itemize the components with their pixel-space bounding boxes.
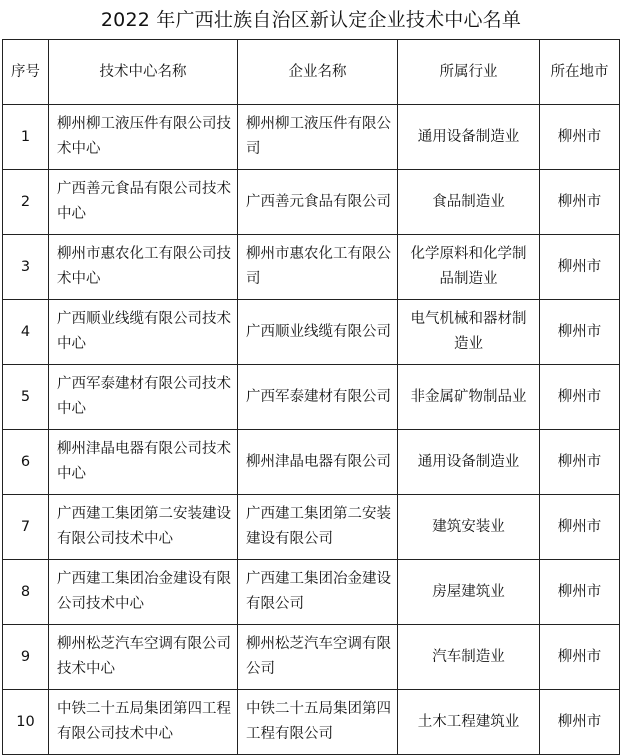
header-city: 所在地市 <box>540 40 620 105</box>
cell-city: 柳州市 <box>540 560 620 625</box>
cell-city: 柳州市 <box>540 170 620 235</box>
cell-city: 柳州市 <box>540 365 620 430</box>
table-row <box>3 300 620 365</box>
cell-company-name: 广西建工集团第二安装建设有限公司 <box>238 495 398 560</box>
cell-industry: 通用设备制造业 <box>398 105 540 170</box>
table-row <box>3 430 620 495</box>
cell-industry: 化学原料和化学制品制造业 <box>398 235 540 300</box>
cell-city: 柳州市 <box>540 690 620 755</box>
cell-center-name: 广西军泰建材有限公司技术中心 <box>49 365 238 430</box>
cell-company-name: 广西顺业线缆有限公司 <box>238 300 398 365</box>
cell-company-name: 柳州津晶电器有限公司 <box>238 430 398 495</box>
cell-center-name: 柳州柳工液压件有限公司技术中心 <box>49 105 238 170</box>
table-row <box>3 560 620 625</box>
header-company-name: 企业名称 <box>238 40 398 105</box>
cell-center-name: 广西建工集团冶金建设有限公司技术中心 <box>49 560 238 625</box>
cell-city: 柳州市 <box>540 430 620 495</box>
cell-company-name: 柳州柳工液压件有限公司 <box>238 105 398 170</box>
cell-center-name: 柳州津晶电器有限公司技术中心 <box>49 430 238 495</box>
cell-no: 10 <box>3 690 49 755</box>
cell-center-name: 中铁二十五局集团第四工程有限公司技术中心 <box>49 690 238 755</box>
cell-center-name: 广西顺业线缆有限公司技术中心 <box>49 300 238 365</box>
cell-company-name: 中铁二十五局集团第四工程有限公司 <box>238 690 398 755</box>
cell-industry: 非金属矿物制品业 <box>398 365 540 430</box>
cell-center-name: 广西建工集团第二安装建设有限公司技术中心 <box>49 495 238 560</box>
table-row <box>3 235 620 300</box>
cell-company-name: 广西建工集团冶金建设有限公司 <box>238 560 398 625</box>
cell-no: 5 <box>3 365 49 430</box>
cell-no: 3 <box>3 235 49 300</box>
cell-no: 4 <box>3 300 49 365</box>
cell-industry: 土木工程建筑业 <box>398 690 540 755</box>
cell-company-name: 广西军泰建材有限公司 <box>238 365 398 430</box>
cell-city: 柳州市 <box>540 625 620 690</box>
table-row <box>3 365 620 430</box>
cell-industry: 食品制造业 <box>398 170 540 235</box>
cell-industry: 通用设备制造业 <box>398 430 540 495</box>
table-row <box>3 170 620 235</box>
header-no: 序号 <box>3 40 49 105</box>
header-center-name: 技术中心名称 <box>49 40 238 105</box>
cell-city: 柳州市 <box>540 235 620 300</box>
tech-center-table <box>2 39 620 755</box>
table-row <box>3 690 620 755</box>
cell-center-name: 柳州松芝汽车空调有限公司技术中心 <box>49 625 238 690</box>
table-row <box>3 105 620 170</box>
cell-city: 柳州市 <box>540 105 620 170</box>
cell-no: 6 <box>3 430 49 495</box>
cell-city: 柳州市 <box>540 495 620 560</box>
cell-company-name: 广西善元食品有限公司 <box>238 170 398 235</box>
cell-company-name: 柳州市惠农化工有限公司 <box>238 235 398 300</box>
cell-industry: 建筑安装业 <box>398 495 540 560</box>
cell-no: 9 <box>3 625 49 690</box>
table-header-row <box>3 40 620 105</box>
cell-no: 8 <box>3 560 49 625</box>
document-title: 2022 年广西壮族自治区新认定企业技术中心名单 <box>100 9 522 31</box>
header-industry: 所属行业 <box>398 40 540 105</box>
cell-no: 2 <box>3 170 49 235</box>
cell-industry: 房屋建筑业 <box>398 560 540 625</box>
cell-industry: 汽车制造业 <box>398 625 540 690</box>
cell-city: 柳州市 <box>540 300 620 365</box>
cell-industry: 电气机械和器材制造业 <box>398 300 540 365</box>
table-row <box>3 495 620 560</box>
table-row <box>3 625 620 690</box>
cell-company-name: 柳州松芝汽车空调有限公司 <box>238 625 398 690</box>
cell-center-name: 广西善元食品有限公司技术中心 <box>49 170 238 235</box>
cell-center-name: 柳州市惠农化工有限公司技术中心 <box>49 235 238 300</box>
cell-no: 1 <box>3 105 49 170</box>
cell-no: 7 <box>3 495 49 560</box>
